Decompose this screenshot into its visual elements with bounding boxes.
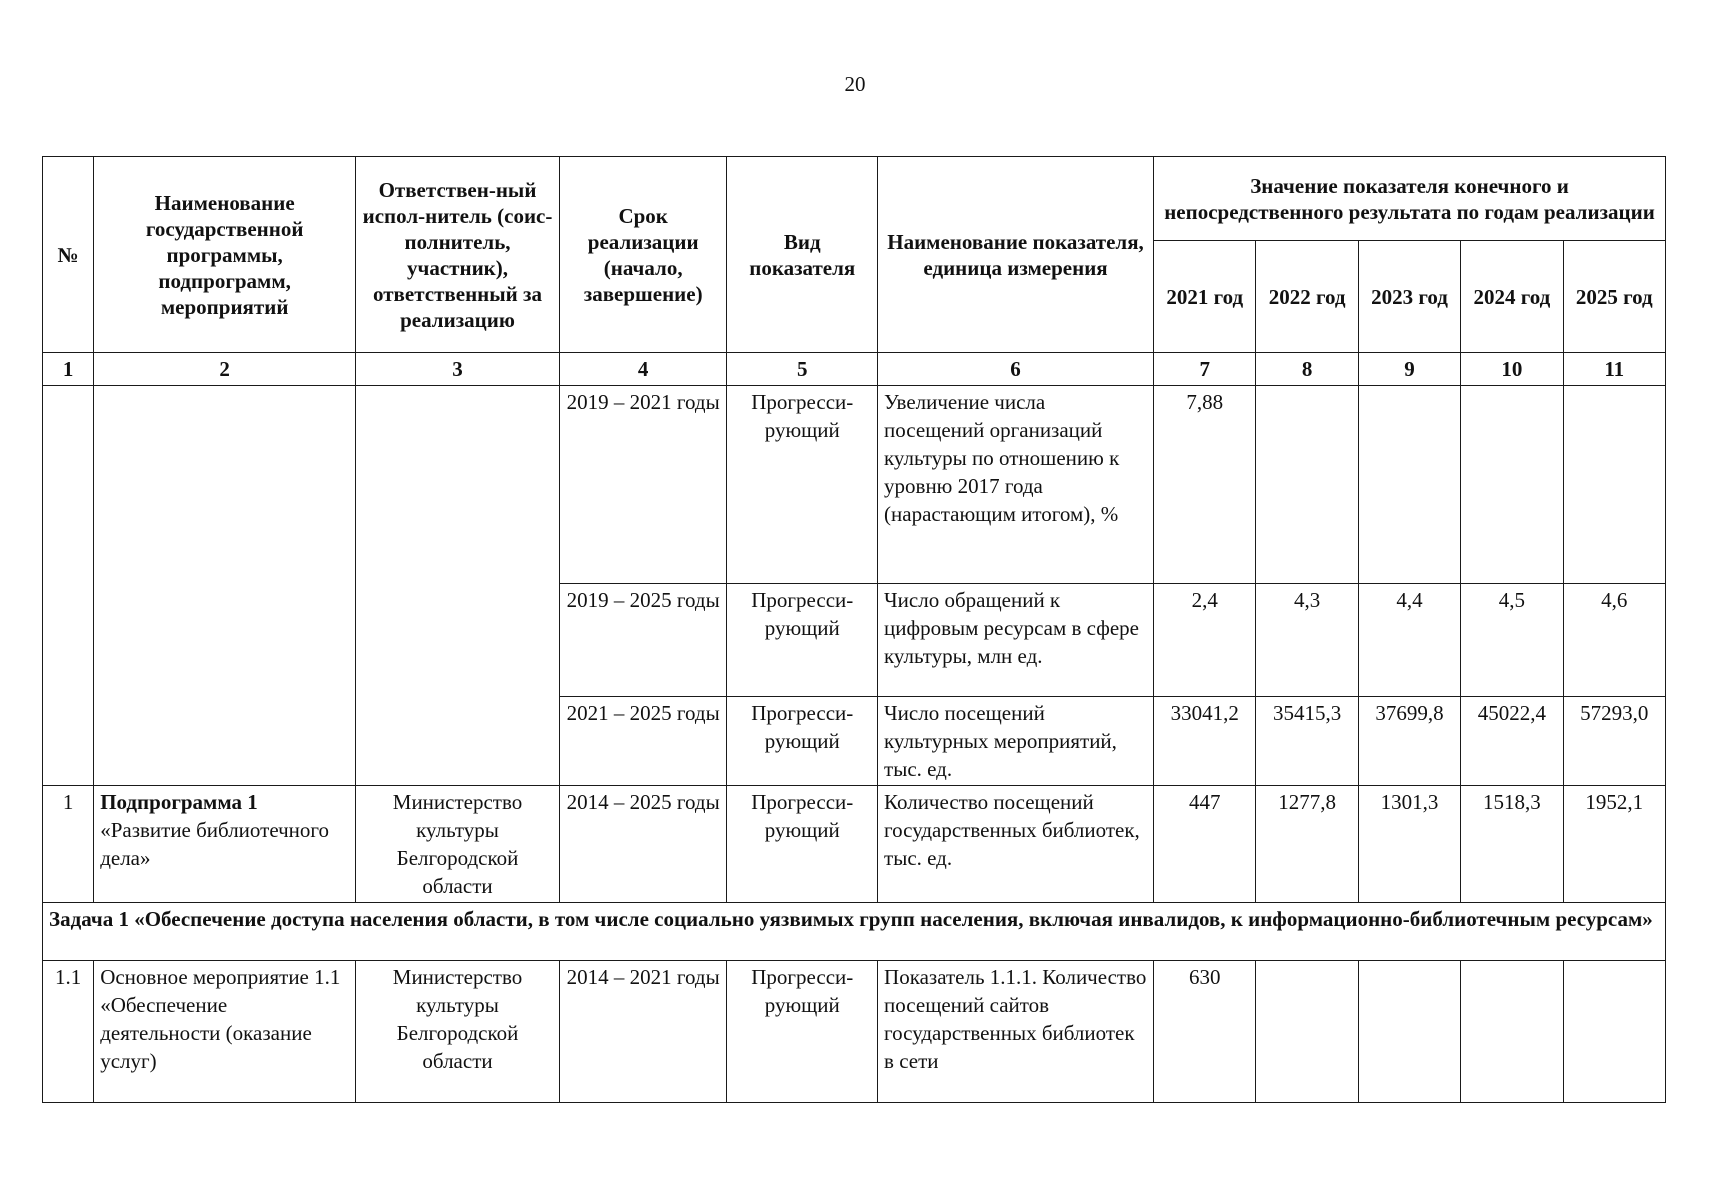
indicator-name-cell: Показатель 1.1.1. Количество посещений сайтов государственных библиотек в сети — [878, 961, 1154, 1103]
table-row — [43, 786, 1666, 903]
value-cell — [1461, 961, 1563, 1103]
indicator-name-cell: Число обращений к цифровым ресурсам в сфере культуры, млн ед. — [878, 584, 1154, 697]
term-cell: 2019 – 2025 годы — [559, 584, 727, 697]
header-row-1 — [43, 157, 1666, 241]
row-number-cell — [43, 386, 94, 786]
header-name: Наименование государственной программы, подпрограмм, мероприятий — [94, 157, 356, 353]
header-year: 2021 год — [1154, 241, 1256, 353]
indicator-type-cell: Прогресси-рующий — [727, 584, 878, 697]
column-number: 5 — [727, 353, 878, 386]
value-cell: 2,4 — [1154, 584, 1256, 697]
header-responsible: Ответствен-ный испол-нитель (соис-полнитель, участник), ответственный за реализацию — [356, 157, 560, 353]
column-number: 3 — [356, 353, 560, 386]
value-cell: 1277,8 — [1256, 786, 1358, 903]
subprogram-name: «Развитие библиотечного дела» — [100, 818, 330, 870]
value-cell: 447 — [1154, 786, 1256, 903]
term-cell: 2021 – 2025 годы — [559, 697, 727, 786]
value-cell — [1461, 386, 1563, 584]
header-indicator-type: Вид показателя — [727, 157, 878, 353]
task-row — [43, 903, 1666, 961]
header-no: № — [43, 157, 94, 353]
row-responsible-cell — [356, 386, 560, 786]
column-number: 2 — [94, 353, 356, 386]
value-cell: 57293,0 — [1563, 697, 1665, 786]
value-cell — [1563, 961, 1665, 1103]
value-cell: 1518,3 — [1461, 786, 1563, 903]
column-number: 6 — [878, 353, 1154, 386]
value-cell: 33041,2 — [1154, 697, 1256, 786]
row-responsible-cell: Министерство культуры Белгородской области — [356, 786, 560, 903]
value-cell: 1301,3 — [1358, 786, 1460, 903]
indicator-name-cell: Число посещений культурных мероприятий, тыс. ед. — [878, 697, 1154, 786]
header-year: 2025 год — [1563, 241, 1665, 353]
task-heading: Задача 1 «Обеспечение доступа населения области, в том числе социально уязвимых групп населения, включая инвалидов, к информационно-библиотечным ресурсам» — [43, 903, 1666, 961]
row-number-cell: 1 — [43, 786, 94, 903]
header-term: Срок реализации (начало, завершение) — [559, 157, 727, 353]
value-cell — [1358, 961, 1460, 1103]
value-cell — [1563, 386, 1665, 584]
value-cell: 4,4 — [1358, 584, 1460, 697]
indicator-name-cell: Количество посещений государственных библиотек, тыс. ед. — [878, 786, 1154, 903]
column-number: 4 — [559, 353, 727, 386]
row-name-cell: Основное мероприятие 1.1 «Обеспечение деятельности (оказание услуг) — [94, 961, 356, 1103]
value-cell: 45022,4 — [1461, 697, 1563, 786]
column-number: 9 — [1358, 353, 1460, 386]
column-number-row — [43, 353, 1666, 386]
term-cell: 2014 – 2021 годы — [559, 961, 727, 1103]
table-row — [43, 961, 1666, 1103]
row-responsible-cell: Министерство культуры Белгородской области — [356, 961, 560, 1103]
indicator-type-cell: Прогресси-рующий — [727, 697, 878, 786]
column-number: 7 — [1154, 353, 1256, 386]
row-number-cell: 1.1 — [43, 961, 94, 1103]
indicators-table — [42, 156, 1666, 1103]
row-name-cell — [94, 786, 356, 903]
value-cell: 630 — [1154, 961, 1256, 1103]
table-row — [43, 386, 1666, 584]
header-year: 2022 год — [1256, 241, 1358, 353]
indicator-name-cell: Увеличение числа посещений организаций культуры по отношению к уровню 2017 года (нарастающим итогом), % — [878, 386, 1154, 584]
value-cell: 4,3 — [1256, 584, 1358, 697]
value-cell — [1256, 386, 1358, 584]
indicator-type-cell: Прогресси-рующий — [727, 786, 878, 903]
column-number: 10 — [1461, 353, 1563, 386]
subprogram-title: Подпрограмма 1 — [100, 790, 258, 814]
value-cell: 37699,8 — [1358, 697, 1460, 786]
header-values: Значение показателя конечного и непосредственного результата по годам реализации — [1154, 157, 1666, 241]
value-cell: 7,88 — [1154, 386, 1256, 584]
value-cell: 4,5 — [1461, 584, 1563, 697]
indicator-type-cell: Прогресси-рующий — [727, 386, 878, 584]
term-cell: 2019 – 2021 годы — [559, 386, 727, 584]
column-number: 8 — [1256, 353, 1358, 386]
value-cell: 4,6 — [1563, 584, 1665, 697]
header-year: 2024 год — [1461, 241, 1563, 353]
term-cell: 2014 – 2025 годы — [559, 786, 727, 903]
column-number: 11 — [1563, 353, 1665, 386]
row-name-cell — [94, 386, 356, 786]
header-indicator-name: Наименование показателя, единица измерения — [878, 157, 1154, 353]
page-number: 20 — [844, 72, 866, 96]
value-cell: 1952,1 — [1563, 786, 1665, 903]
indicator-type-cell: Прогресси-рующий — [727, 961, 878, 1103]
column-number: 1 — [43, 353, 94, 386]
header-year: 2023 год — [1358, 241, 1460, 353]
value-cell — [1358, 386, 1460, 584]
value-cell: 35415,3 — [1256, 697, 1358, 786]
value-cell — [1256, 961, 1358, 1103]
